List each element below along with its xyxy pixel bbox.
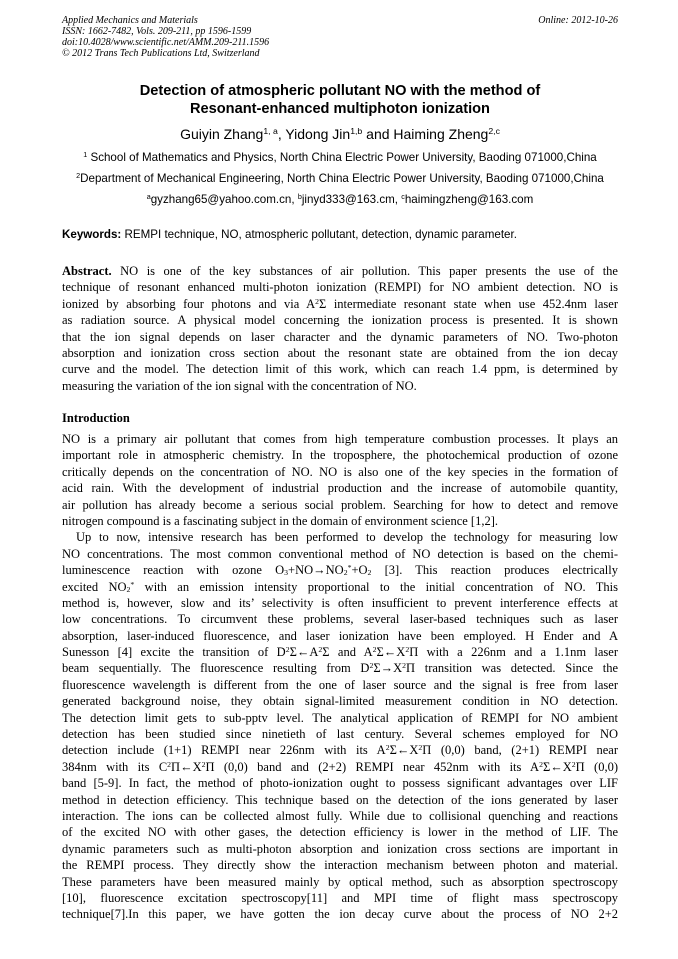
- body-line: acid rain. With the development of industrial production and the increase of automobile quantity,: [62, 481, 618, 496]
- body-text: Sunesson [4] excite the transition of D: [62, 645, 286, 660]
- superscript: 2: [372, 644, 377, 654]
- body-line: generated background noise, they obtain signal-limited measurement condition in NO detection.: [62, 694, 618, 709]
- body-line: [62, 579, 618, 595]
- author-name: Yidong Jin: [285, 126, 351, 142]
- abstract-line: [62, 296, 618, 312]
- affiliation-1: [62, 151, 618, 165]
- body-text: 384nm with its C: [62, 759, 168, 774]
- abstract-line: absorption and ionization cross section about the resonant state are obtained from the ion decay: [62, 345, 618, 360]
- body-line: air pollution has already become a serious social problem. Searching for how to detect and remove: [62, 497, 618, 512]
- body-line: [62, 644, 618, 660]
- affiliation-number: 2: [76, 171, 81, 181]
- body-line: method is, however, slow and its’ selectivity is often insufficient to prevent interference effects at: [62, 595, 618, 610]
- body-text: Π (0,0) band, (2+1) REMPI near: [422, 743, 618, 758]
- body-text: Σ←X: [376, 645, 406, 660]
- superscript: 2: [405, 644, 410, 654]
- keywords-label: Keywords:: [62, 228, 122, 241]
- superscript: *: [130, 579, 135, 589]
- abstract-line: curve and the model. The detection limit of this work, which can reach 1.4 ppm, is determined by: [62, 362, 618, 377]
- superscript: 2: [385, 743, 390, 753]
- journal-header: [62, 15, 618, 59]
- abstract-text: NO is one of the key substances of air pollution. This paper presents the use of the: [111, 264, 618, 278]
- body-text: Π (0,0) band and (2+2) REMPI near 452nm with its A: [205, 759, 540, 774]
- title-line-1: Detection of atmospheric pollutant NO with the method of: [139, 83, 541, 99]
- abstract-line: as radiation source. A physical model concerning the ionization process is presented. It is shown: [62, 313, 618, 328]
- affiliation-number: 1: [83, 150, 88, 160]
- body-line: These parameters have been measured mainly by optical method, such as absorption spectroscopy: [62, 874, 618, 889]
- body-line: [62, 759, 618, 775]
- body-line: of the excited NO with other gases, the detection efficiency is lower in the method of LIF. The: [62, 825, 618, 840]
- journal-copyright: © 2012 Trans Tech Publications Ltd, Switzerland: [62, 48, 260, 59]
- superscript: 2: [167, 759, 172, 769]
- body-line: interaction. The ions can be collected almost fully. While due to collisional quenching and reactions: [62, 808, 618, 823]
- superscript: 2: [285, 644, 290, 654]
- subscript: 2: [343, 568, 348, 578]
- author-separator: and: [362, 126, 394, 142]
- affiliation-text: Department of Mechanical Engineering, North China Electric Power University, Baoding 071000,China: [80, 172, 604, 185]
- online-date: Online: 2012-10-26: [538, 15, 618, 26]
- body-line: technique[7].In this paper, we have gotten the ion decay curve about the process of NO 2+2: [62, 907, 618, 922]
- author-list: [62, 125, 618, 143]
- superscript: 2: [571, 759, 576, 769]
- body-line: [10], fluorescence excitation spectroscopy[11] and MPI time of flight mass spectroscopy: [62, 890, 618, 905]
- abstract: [62, 263, 618, 394]
- body-text: Π←X: [171, 759, 202, 774]
- body-text: +O: [351, 563, 368, 578]
- body-text: Π transition was detected. Since the: [406, 661, 618, 676]
- keywords-text: REMPI technique, NO, atmospheric pollutant, detection, dynamic parameter.: [121, 228, 517, 241]
- body-line: [62, 562, 618, 578]
- body-text: Σ and A: [322, 645, 373, 660]
- subscript: 2: [126, 584, 131, 594]
- subscript: 2: [367, 568, 372, 578]
- journal-doi: doi:10.4028/www.scientific.net/AMM.209-211.1596: [62, 37, 270, 48]
- body-line: [62, 742, 618, 758]
- section-heading-introduction: Introduction: [62, 411, 130, 425]
- journal-issn: ISSN: 1662-7482, Vols. 209-211, pp 1596-1599: [62, 26, 252, 37]
- body-text: +NO→NO: [288, 563, 344, 578]
- superscript: 2: [315, 296, 320, 306]
- body-line: dynamic parameters such as multi-photon absorption and ionization cross sections are important in: [62, 841, 618, 856]
- author-separator: ,: [277, 126, 286, 142]
- body-line: important role in atmospheric chemistry. In the troposphere, the photochemical production of ozone: [62, 448, 618, 463]
- body-text: beam sequentially. The fluorescence resulting from D: [62, 661, 370, 676]
- paper-title: [62, 82, 618, 118]
- superscript: 2: [402, 661, 406, 671]
- superscript: 2: [201, 759, 206, 769]
- body-line: method in detection efficiency. This technique based on the detection of the ions generated by laser: [62, 792, 618, 807]
- superscript: 2: [539, 759, 543, 769]
- body-text: excited NO: [62, 579, 127, 594]
- body-line: critically depends on the concentration of NO. NO is also one of the key species in the formation of: [62, 464, 618, 479]
- abstract-text: Σ intermediate resonant state when use 452.4nm laser: [319, 296, 618, 311]
- email-marker: c: [401, 192, 405, 202]
- abstract-label: Abstract.: [62, 264, 112, 278]
- body-line: absorption, laser-induced fluorescence, and laser ionization have been employed. H Ender and A: [62, 628, 618, 643]
- body-text: Σ←X: [542, 759, 572, 774]
- author-name: Haiming Zheng: [393, 126, 489, 142]
- email-marker: a: [146, 192, 151, 202]
- affiliation-text: School of Mathematics and Physics, North China Electric Power University, Baoding 071000,China: [87, 151, 597, 164]
- author-name: Guiyin Zhang: [180, 126, 264, 142]
- body-text: Σ→X: [373, 661, 403, 676]
- body-line: low concentrations. To circumvent these problems, several laser-based techniques such as laser: [62, 612, 618, 627]
- email-marker: b: [297, 192, 302, 202]
- title-line-2: Resonant-enhanced multiphoton ionization: [190, 101, 490, 117]
- email-link[interactable]: haimingzheng@163.com: [404, 193, 534, 206]
- author-superscript: 1,b: [350, 126, 363, 137]
- email-link[interactable]: jinyd333@163.cm,: [301, 193, 402, 206]
- body-text: Π with a 226nm and a 1.1nm laser: [409, 645, 618, 660]
- abstract-line: that the ion signal depends on laser character and the dynamic parameters of NO. Two-photon: [62, 329, 618, 344]
- affiliation-2: [62, 172, 618, 186]
- superscript: 2: [369, 661, 374, 671]
- email-link[interactable]: gyzhang65@yahoo.com.cn,: [150, 193, 298, 206]
- body-line: NO concentrations. The most common conventional method of NO detection is based on the chemi-: [62, 546, 618, 561]
- abstract-line: technique of resonant enhanced multi-photon ionization (REMPI) for NO ambient detection. NO is: [62, 280, 618, 295]
- author-superscript: 1, a: [263, 126, 278, 137]
- body-line: Up to now, intensive research has been performed to develop the technology for measuring low: [76, 530, 618, 545]
- body-text: [3]. This reaction produces electrically: [371, 563, 619, 578]
- superscript: 2: [418, 743, 423, 753]
- keywords: [62, 228, 618, 242]
- body-line: [62, 660, 618, 676]
- body-text: with an emission intensity proportional to the initial concentration of NO. This: [134, 579, 618, 594]
- abstract-text: ionized by absorbing four photons and via A: [62, 296, 316, 311]
- subscript: 3: [284, 568, 289, 578]
- body-line: the REMPI process. They directly show the interaction mechanism between photon and material.: [62, 858, 618, 873]
- body-text: Π (0,0): [575, 759, 618, 774]
- body-line: detection has been studied since ninetieth of last century. Several schemes employed for NO: [62, 727, 618, 742]
- superscript: *: [347, 562, 352, 572]
- body-text: detection include (1+1) REMPI near 226nm with its A: [62, 743, 386, 758]
- abstract-line: measuring the variation of the ion signal with the concentration of NO.: [62, 378, 417, 393]
- superscript: 2: [318, 644, 323, 654]
- abstract-line: [62, 263, 618, 279]
- body-line: NO is a primary air pollutant that comes from high temperature combustion processes. It plays an: [62, 432, 618, 446]
- body-line: nitrogen compound is a fascinating subject in the domain of environment science [1,2].: [62, 513, 498, 528]
- journal-name: Applied Mechanics and Materials: [62, 15, 198, 26]
- body-line: band [5-9]. In fact, the method of photo-ionization ought to possess significant advantages over LIF: [62, 776, 618, 791]
- body-text: Σ←X: [389, 743, 419, 758]
- author-emails: [62, 193, 618, 207]
- introduction-body: [62, 431, 618, 923]
- body-text: Σ←A: [289, 645, 319, 660]
- author-superscript: 2,c: [488, 126, 500, 137]
- body-line: fluorescence wavelength is different from the one of laser source and the signal is free from laser: [62, 677, 618, 692]
- body-text: luminescence reaction with ozone O: [62, 563, 285, 578]
- body-line: The detection limit gets to sub-pptv level. The analytical application of REMPI for NO ambient: [62, 710, 618, 725]
